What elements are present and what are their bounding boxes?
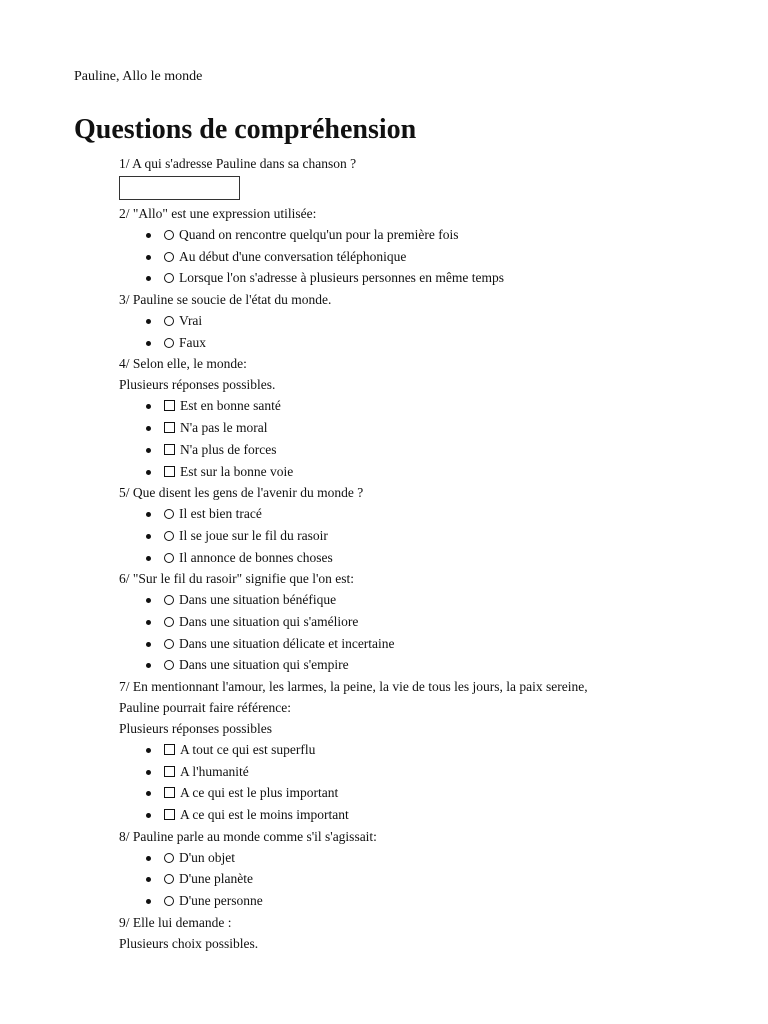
radio-button[interactable] [164,595,174,605]
option-label: Est en bonne santé [180,398,281,414]
option-label: Dans une situation délicate et incertaine [179,635,395,651]
option-label: A ce qui est le moins important [180,807,349,823]
checkbox[interactable] [164,787,175,798]
question-instruction: Pauline pourrait faire référence: [119,700,292,715]
options-list [119,739,739,826]
radio-button[interactable] [164,896,174,906]
option-label: Au début d'une conversation téléphonique [179,248,407,264]
option-item[interactable] [119,224,739,246]
question-3 [119,289,739,353]
option-item[interactable] [119,761,739,783]
option-label: Dans une situation qui s'améliore [179,613,359,629]
option-item[interactable] [119,654,739,676]
option-item[interactable] [119,804,739,826]
option-label: Dans une situation qui s'empire [179,657,349,673]
option-item[interactable] [119,782,739,804]
option-item[interactable] [119,332,739,354]
option-item[interactable] [119,310,739,332]
question-instruction: Plusieurs réponses possibles. [119,377,276,393]
answer-input[interactable] [119,176,240,200]
option-label: Est sur la bonne voie [180,463,294,479]
checkbox[interactable] [164,766,175,777]
options-list [119,503,739,568]
radio-button[interactable] [164,660,174,670]
document-header: Pauline, Allo le monde [74,69,203,84]
options-list [119,589,739,676]
options-list [119,395,739,482]
checkbox[interactable] [164,444,175,455]
question-text: 2/ "Allo" est une expression utilisée: [119,206,317,221]
question-9 [119,912,739,954]
question-text: 6/ "Sur le fil du rasoir" signifie que l'on est: [119,571,355,587]
radio-button[interactable] [164,338,174,348]
question-8 [119,826,739,912]
option-item[interactable] [119,847,739,869]
checkbox[interactable] [164,744,175,755]
page-title: Questions de compréhension [74,114,417,145]
option-item[interactable] [119,890,739,912]
option-item[interactable] [119,246,739,268]
question-text: 7/ En mentionnant l'amour, les larmes, la peine, la vie de tous les jours, la paix sereine, [119,679,588,694]
option-item[interactable] [119,461,739,483]
radio-button[interactable] [164,553,174,563]
option-item[interactable] [119,633,739,655]
option-item[interactable] [119,417,739,439]
radio-button[interactable] [164,273,174,283]
option-label: D'une planète [179,871,254,887]
option-label: N'a pas le moral [180,420,268,436]
question-1 [119,153,739,200]
question-2 [119,203,739,289]
options-list [119,224,739,289]
question-text: 1/ A qui s'adresse Pauline dans sa chanson ? [119,156,357,171]
option-label: D'une personne [179,893,263,909]
question-text: 5/ Que disent les gens de l'avenir du monde ? [119,485,364,501]
option-label: Vrai [179,313,203,329]
question-text: 9/ Elle lui demande : [119,914,232,930]
option-item[interactable] [119,267,739,289]
option-label: D'un objet [179,849,236,865]
option-item[interactable] [119,439,739,461]
option-label: A tout ce qui est superflu [180,742,316,757]
question-instruction: Plusieurs choix possibles. [119,935,259,951]
radio-button[interactable] [164,531,174,541]
checkbox[interactable] [164,422,175,433]
option-item[interactable] [119,503,739,525]
option-item[interactable] [119,868,739,890]
radio-button[interactable] [164,252,174,262]
option-label: Faux [179,334,206,350]
option-label: A ce qui est le plus important [180,785,339,801]
radio-button[interactable] [164,509,174,519]
option-item[interactable] [119,611,739,633]
question-5 [119,482,739,568]
question-text: 4/ Selon elle, le monde: [119,356,247,372]
option-item[interactable] [119,589,739,611]
question-4 [119,353,739,482]
question-text: 3/ Pauline se soucie de l'état du monde. [119,292,332,308]
question-6 [119,568,739,676]
radio-button[interactable] [164,874,174,884]
checkbox[interactable] [164,809,175,820]
option-label: Il est bien tracé [179,506,262,522]
question-7 [119,676,739,826]
checkbox[interactable] [164,466,175,477]
option-label: Lorsque l'on s'adresse à plusieurs personnes en même temps [179,270,505,286]
radio-button[interactable] [164,316,174,326]
option-label: Il annonce de bonnes choses [179,549,333,565]
option-label: N'a plus de forces [180,441,277,457]
option-label: A l'humanité [180,763,249,779]
radio-button[interactable] [164,617,174,627]
option-label: Dans une situation bénéfique [179,592,337,608]
radio-button[interactable] [164,639,174,649]
option-item[interactable] [119,395,739,417]
question-text: 8/ Pauline parle au monde comme s'il s'agissait: [119,828,377,844]
option-item[interactable] [119,547,739,569]
option-label: Il se joue sur le fil du rasoir [179,527,328,543]
radio-button[interactable] [164,230,174,240]
options-list [119,847,739,912]
option-item[interactable] [119,739,739,761]
options-list [119,310,739,353]
questions-list [119,153,739,954]
question-instruction: Plusieurs réponses possibles [119,721,272,736]
radio-button[interactable] [164,853,174,863]
checkbox[interactable] [164,400,175,411]
option-item[interactable] [119,525,739,547]
option-label: Quand on rencontre quelqu'un pour la première fois [179,227,459,242]
